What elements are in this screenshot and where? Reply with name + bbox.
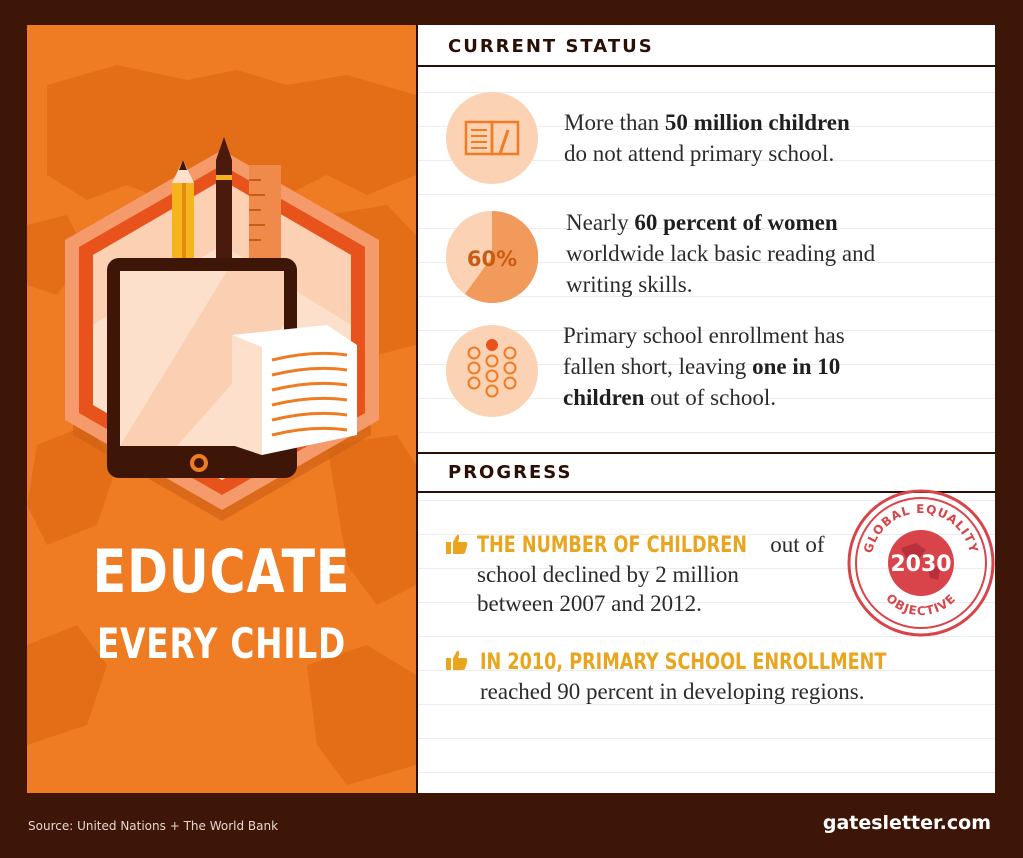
stat-3-line3: out of school. <box>644 385 776 410</box>
status-stat-1 <box>564 107 850 169</box>
book-icon <box>446 92 538 184</box>
stat-1-text: More than <box>564 110 665 135</box>
progress-1-line2: school declined by 2 million <box>477 562 739 587</box>
progress-1-line1: out of <box>764 532 825 557</box>
hero-panel <box>27 25 416 793</box>
status-stat-3 <box>563 320 845 413</box>
info-panel <box>416 25 995 793</box>
education-badge-illustration <box>27 25 416 545</box>
progress-1-highlight: THE NUMBER OF CHILDREN <box>477 533 747 558</box>
thumbs-up-icon <box>446 650 468 670</box>
status-stat-2 <box>566 207 875 300</box>
progress-2-line2: reached 90 percent in developing regions. <box>480 679 865 704</box>
stamp-bottom-text: OBJECTIVE <box>883 591 959 619</box>
dots-one-in-ten-icon <box>446 325 538 417</box>
source-credit: Source: United Nations + The World Bank <box>28 819 279 833</box>
current-status-heading: CURRENT STATUS <box>448 36 654 57</box>
stat-1-line2: do not attend primary school. <box>564 141 835 166</box>
progress-item-2 <box>480 647 908 706</box>
infographic-frame <box>27 25 995 793</box>
progress-item-1 <box>477 530 825 618</box>
pie-60-icon <box>446 211 538 303</box>
stamp-year: 2030 <box>890 552 952 577</box>
progress-heading: PROGRESS <box>448 462 573 483</box>
stamp-top-text: GLOBAL EQUALITY <box>860 501 981 555</box>
stat-3-line1: Primary school enrollment has <box>563 323 845 348</box>
stat-2-line2: worldwide lack basic reading and <box>566 241 876 266</box>
stat-3-bold: one in 10 <box>752 354 841 379</box>
progress-1-line3: between 2007 and 2012. <box>477 591 702 616</box>
stat-3-text: fallen short, leaving <box>563 354 753 379</box>
pie-60-label: 60% <box>466 247 518 271</box>
hero-title: EDUCATE <box>92 537 351 607</box>
stat-1-bold: 50 million children <box>664 110 850 135</box>
current-status-header <box>418 25 995 67</box>
stat-3-bold2: children <box>563 385 645 410</box>
site-link[interactable]: gatesletter.com <box>822 812 991 834</box>
stat-2-text: Nearly <box>566 210 635 235</box>
progress-2-highlight: IN 2010, PRIMARY SCHOOL ENROLLMENT <box>480 650 887 675</box>
global-equality-stamp <box>846 488 995 638</box>
thumbs-up-icon <box>446 534 468 554</box>
stat-2-line3: writing skills. <box>566 272 693 297</box>
hero-subtitle: EVERY CHILD <box>97 619 346 668</box>
stat-2-bold: 60 percent of women <box>634 210 838 235</box>
